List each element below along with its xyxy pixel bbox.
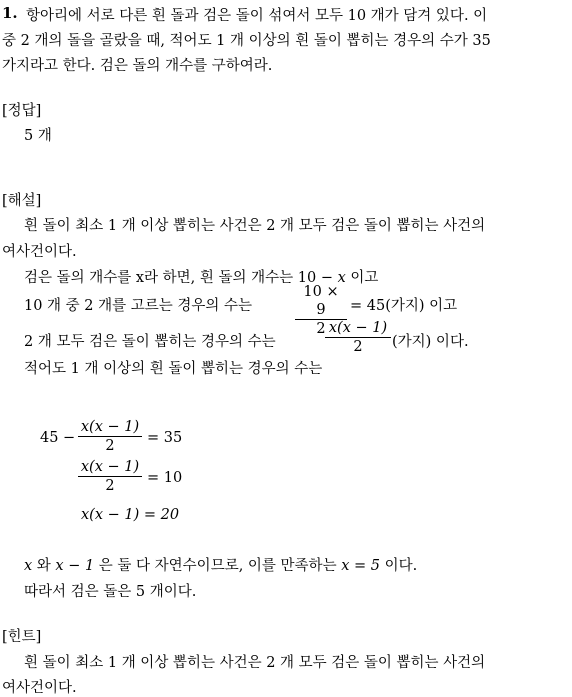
fraction-denominator: 2 [316,321,326,337]
answer-value: 5 개 [24,128,52,144]
fraction-numerator: 10 × 9 [295,283,347,320]
equation-3: x(x − 1) = 20 [81,507,180,523]
hint-line-1: 흰 돌이 최소 1 개 이상 뽑히는 사건은 2 개 모두 검은 돌이 뽑히는 사건의 [24,655,486,671]
expression-x-equals-5: x = 5 [341,558,380,574]
conclusion-line-1 [24,554,417,575]
problem-number: 1. [2,4,18,22]
equation-1-lhs: 45 − [40,430,76,446]
solution-line-3-text: 검은 돌의 개수를 x라 하면, 흰 돌의 개수는 10 − [24,270,338,286]
fraction-denominator: 2 [353,339,363,355]
variable-x: x [24,558,33,574]
equation-2-rhs: = 10 [147,470,183,486]
fraction-x-x-minus-1-over-2 [325,319,391,356]
equation-2-fraction [78,458,142,495]
problem-text-line-1: 항아리에 서로 다른 흰 돌과 검은 돌이 섞여서 모두 10 개가 담겨 있다. 이 [26,8,488,24]
conclusion-line-2: 따라서 검은 돌은 5 개이다. [24,584,197,600]
solution-line-3-end: 이고 [345,270,379,286]
fraction-numerator: x(x − 1) [78,458,142,477]
solution-line-2: 여사건이다. [2,244,77,260]
variable-x: x [337,270,346,286]
problem-text-line-2: 중 2 개의 돌을 골랐을 때, 적어도 1 개 이상의 흰 돌이 뽑히는 경우의 수가 35 [2,33,491,49]
fraction-numerator: x(x − 1) [78,418,142,437]
equation-1-fraction [78,418,142,455]
solution-line-6: 적어도 1 개 이상의 흰 돌이 뽑히는 경우의 수는 [24,361,323,377]
fraction-denominator: 2 [105,438,115,454]
conclusion-text: 은 둘 다 자연수이므로, 이를 만족하는 [94,558,342,574]
solution-line-4-text: 10 개 중 2 개를 고르는 경우의 수는 [24,298,253,314]
equation-1-rhs: = 35 [147,430,183,446]
conclusion-text: 와 [32,558,56,574]
problem-text-line-3: 가지라고 한다. 검은 돌의 개수를 구하여라. [2,58,273,74]
answer-header: [정답] [2,103,42,119]
fraction-denominator: 2 [105,478,115,494]
expression-x-minus-1: x − 1 [55,558,95,574]
fraction-numerator: x(x − 1) [325,319,391,338]
solution-line-1: 흰 돌이 최소 1 개 이상 뽑히는 사건은 2 개 모두 검은 돌이 뽑히는 사건의 [24,218,486,234]
hint-line-2: 여사건이다. [2,680,77,696]
hint-header: [힌트] [2,629,42,645]
solution-header: [해설] [2,193,42,209]
solution-line-5-text: 2 개 모두 검은 돌이 뽑히는 경우의 수는 [24,334,276,350]
solution-line-4-result: = 45(가지) 이고 [350,298,458,314]
conclusion-text: 이다. [379,558,418,574]
solution-line-5-result: (가지) 이다. [392,334,469,350]
